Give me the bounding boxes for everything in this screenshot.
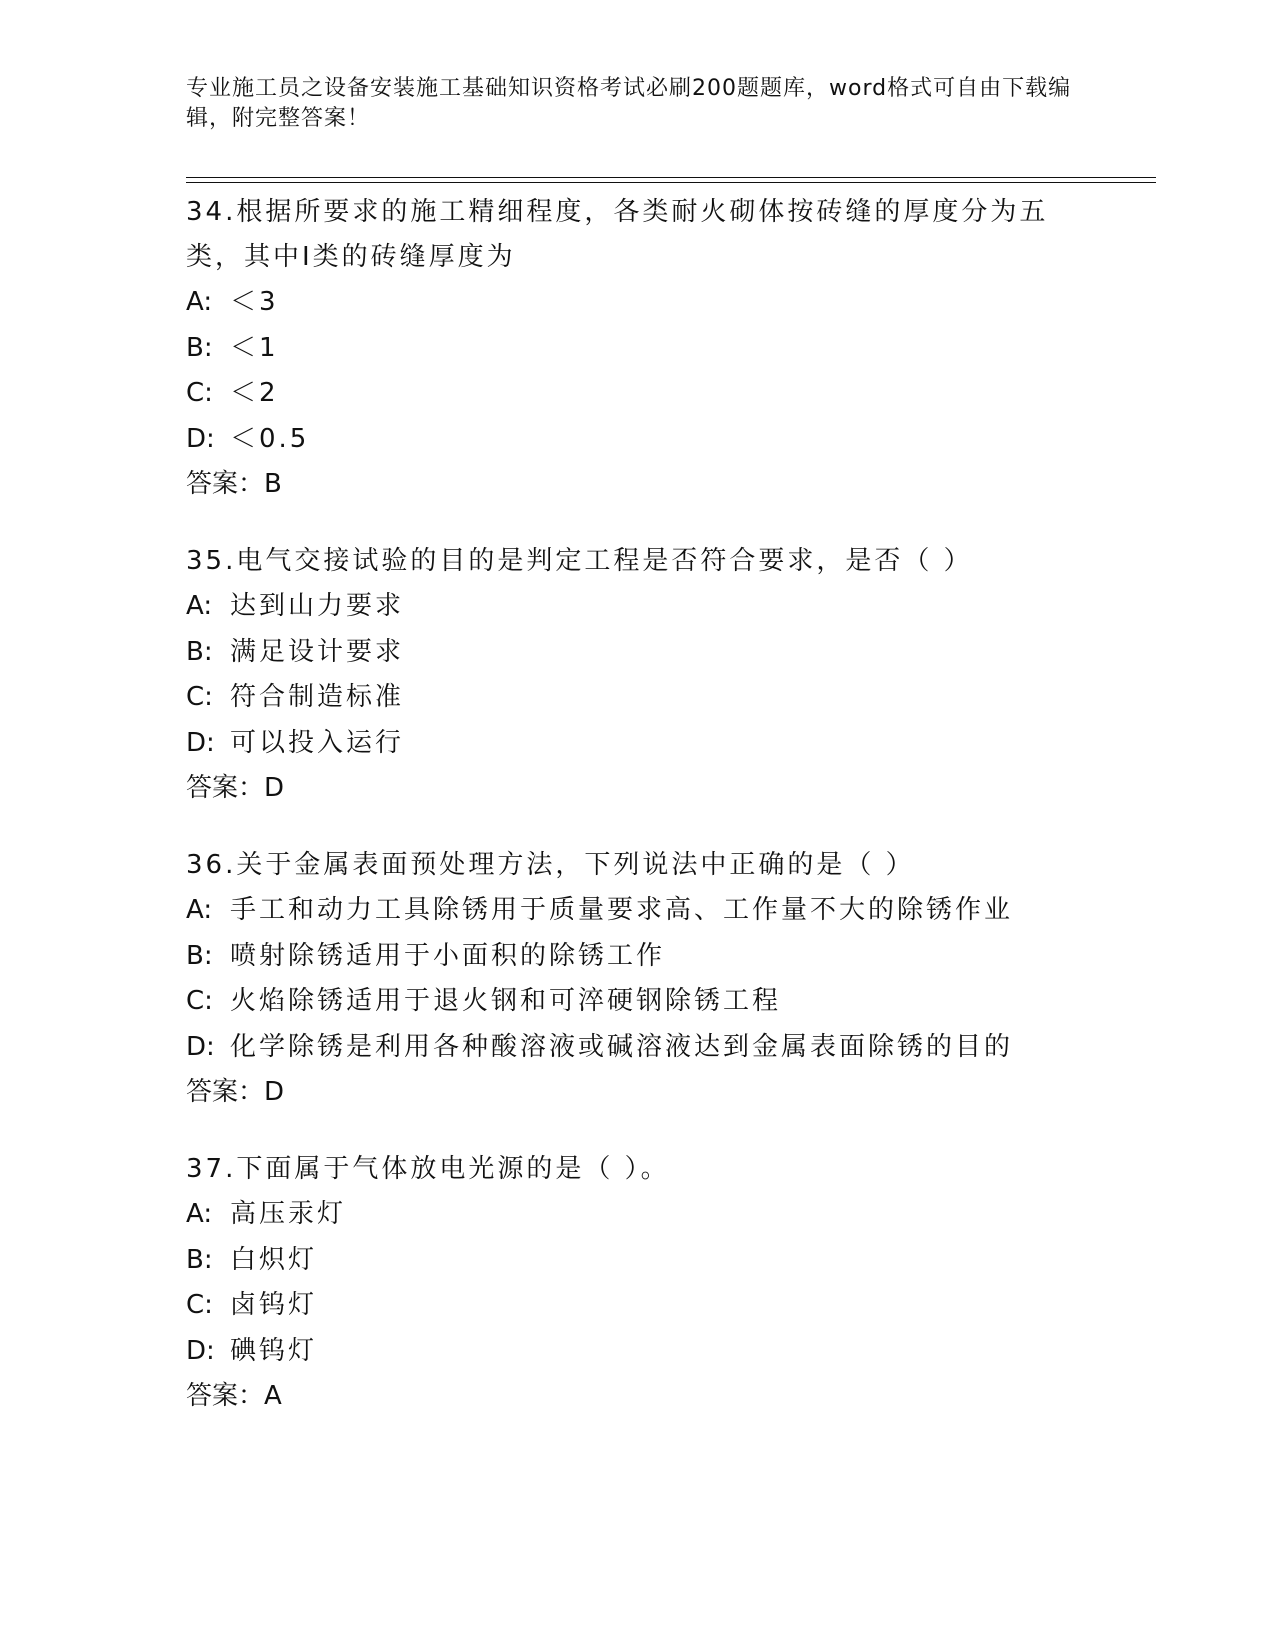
answer-line: 答案：D (186, 1077, 285, 1107)
option-letter: D: (186, 1031, 215, 1062)
option-b (186, 630, 1086, 676)
question-36 (186, 843, 1086, 1115)
option-letter: B: (186, 1244, 213, 1275)
option-letter: A: (186, 1199, 213, 1229)
option-letter: D: (186, 423, 215, 454)
document-header: 专业施工员之设备安装施工基础知识资格考试必刷200题题库，word格式可自由下载编辑，附完整答案！ (186, 76, 1072, 131)
option-letter: C: (186, 1290, 213, 1320)
option-b (186, 326, 1086, 372)
question-list (186, 190, 1086, 1451)
option-d (186, 417, 1086, 463)
answer-line: 答案：B (186, 469, 282, 499)
question-stem: 36.关于金属表面预处理方法，下列说法中正确的是（ ） (186, 850, 915, 880)
option-letter: A: (186, 895, 213, 925)
option-a (186, 888, 1086, 934)
option-text: 喷射除锈适用于小面积的除锈工作 (230, 940, 666, 971)
option-letter: C: (186, 378, 213, 408)
option-letter: A: (186, 287, 213, 317)
option-text: 碘钨灯 (230, 1335, 318, 1366)
option-b (186, 1238, 1086, 1284)
option-letter: B: (186, 940, 213, 971)
option-a (186, 280, 1086, 326)
option-letter: D: (186, 1335, 215, 1366)
question-37 (186, 1147, 1086, 1419)
option-d (186, 1025, 1086, 1071)
option-a (186, 584, 1086, 630)
option-c (186, 1283, 1086, 1329)
option-text: 手工和动力工具除锈用于质量要求高、工作量不大的除锈作业 (230, 895, 1014, 925)
option-d (186, 721, 1086, 767)
option-text: 卤钨灯 (230, 1290, 318, 1320)
header-rule-bottom (186, 182, 1156, 183)
option-b (186, 934, 1086, 980)
option-d (186, 1329, 1086, 1375)
option-letter: A: (186, 591, 213, 621)
question-stem: 34.根据所要求的施工精细程度，各类耐火砌体按砖缝的厚度分为五类，其中Ⅰ类的砖缝厚度为 (186, 197, 1049, 272)
answer-line: 答案：D (186, 773, 285, 803)
option-text: 高压汞灯 (230, 1199, 347, 1229)
question-stem: 37.下面属于气体放电光源的是（ ）。 (186, 1154, 670, 1184)
option-letter: D: (186, 727, 215, 758)
option-text: ＜0.5 (230, 423, 310, 454)
option-text: 火焰除锈适用于退火钢和可淬硬钢除锈工程 (230, 986, 782, 1016)
option-c (186, 979, 1086, 1025)
option-text: 化学除锈是利用各种酸溶液或碱溶液达到金属表面除锈的目的 (230, 1031, 1014, 1062)
option-letter: B: (186, 332, 213, 363)
option-text: 可以投入运行 (230, 727, 405, 758)
option-letter: C: (186, 682, 213, 712)
option-a (186, 1192, 1086, 1238)
question-stem: 35.电气交接试验的目的是判定工程是否符合要求，是否（ ） (186, 546, 973, 576)
question-34 (186, 190, 1086, 507)
option-text: 满足设计要求 (230, 636, 405, 667)
option-text: ＜1 (230, 332, 279, 363)
option-text: 符合制造标准 (230, 682, 405, 712)
header-rule-top (186, 177, 1156, 178)
question-35 (186, 539, 1086, 811)
option-letter: B: (186, 636, 213, 667)
option-c (186, 675, 1086, 721)
option-text: ＜2 (230, 378, 279, 408)
option-c (186, 371, 1086, 417)
option-text: 达到山力要求 (230, 591, 405, 621)
option-text: ＜3 (230, 287, 279, 317)
option-letter: C: (186, 986, 213, 1016)
option-text: 白炽灯 (230, 1244, 318, 1275)
answer-line: 答案：A (186, 1381, 282, 1411)
